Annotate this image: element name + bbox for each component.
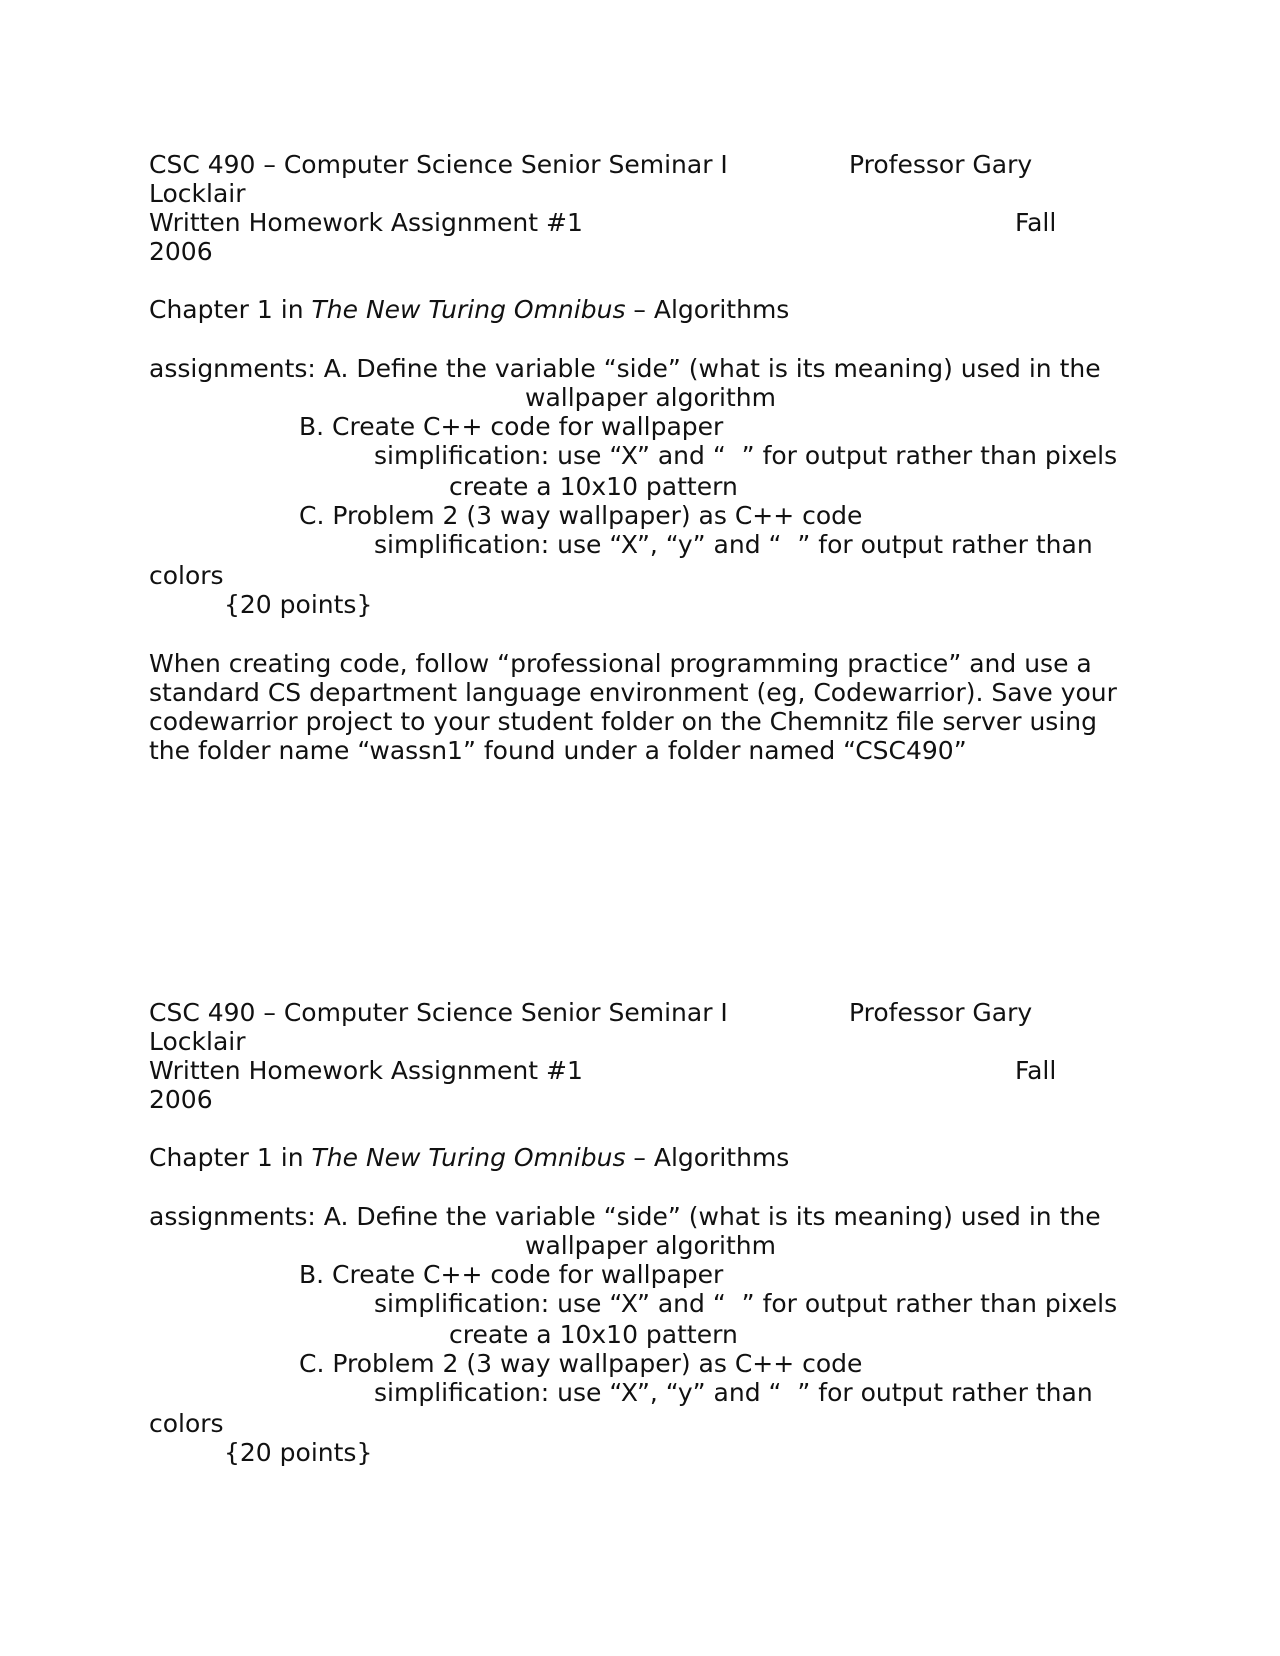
assignment-a-line1: assignments: A. Define the variable “side” (what is its meaning) used in the: [149, 354, 1101, 383]
assignment-a-line1: assignments: A. Define the variable “side” (what is its meaning) used in the: [149, 1202, 1101, 1231]
assignment-title: Written Homework Assignment #1: [149, 208, 583, 237]
chapter-prefix: Chapter 1 in: [149, 1143, 312, 1172]
instructions-line2: standard CS department language environment (eg, Codewarrior). Save your: [149, 678, 1117, 707]
points-label: {20 points}: [224, 1438, 373, 1467]
professor-name-cont: Locklair: [149, 179, 246, 208]
professor-name: Professor Gary: [849, 150, 1033, 179]
assignment-c-line3: colors: [149, 1409, 224, 1438]
term-label: Fall: [1015, 1056, 1057, 1085]
professor-name-cont: Locklair: [149, 1027, 246, 1056]
course-title: CSC 490 – Computer Science Senior Seminar I: [149, 150, 728, 179]
term-year: 2006: [149, 1085, 213, 1114]
assignment-b-line2: simplification: use “X” and “ ” for output rather than pixels: [374, 1289, 1118, 1318]
course-title: CSC 490 – Computer Science Senior Seminar I: [149, 998, 728, 1027]
assignment-a-line2: wallpaper algorithm: [525, 1231, 776, 1260]
chapter-prefix: Chapter 1 in: [149, 295, 312, 324]
assignment-c-line2: simplification: use “X”, “y” and “ ” for output rather than: [374, 1378, 1093, 1407]
instructions-line4: the folder name “wassn1” found under a folder named “CSC490”: [149, 736, 967, 765]
assignment-c-line1: C. Problem 2 (3 way wallpaper) as C++ code: [299, 501, 863, 530]
assignment-title: Written Homework Assignment #1: [149, 1056, 583, 1085]
assignment-b-line3: create a 10x10 pattern: [449, 472, 738, 501]
assignment-c-line3: colors: [149, 561, 224, 590]
instructions-line3: codewarrior project to your student folder on the Chemnitz file server using: [149, 707, 1097, 736]
assignment-b-line1: B. Create C++ code for wallpaper: [299, 412, 724, 441]
assignment-b-line2: simplification: use “X” and “ ” for output rather than pixels: [374, 441, 1118, 470]
assignment-c-line1: C. Problem 2 (3 way wallpaper) as C++ code: [299, 1349, 863, 1378]
term-year: 2006: [149, 237, 213, 266]
term-label: Fall: [1015, 208, 1057, 237]
chapter-line: [149, 1143, 789, 1172]
book-title: The New Turing Omnibus: [311, 1143, 626, 1172]
assignment-c-line2: simplification: use “X”, “y” and “ ” for output rather than: [374, 530, 1093, 559]
assignment-b-line3: create a 10x10 pattern: [449, 1320, 738, 1349]
chapter-suffix: – Algorithms: [625, 1143, 790, 1172]
chapter-suffix: – Algorithms: [625, 295, 790, 324]
book-title: The New Turing Omnibus: [311, 295, 626, 324]
chapter-line: [149, 295, 789, 324]
points-label: {20 points}: [224, 590, 373, 619]
professor-name: Professor Gary: [849, 998, 1033, 1027]
instructions-line1: When creating code, follow “professional programming practice” and use a: [149, 649, 1092, 678]
assignment-b-line1: B. Create C++ code for wallpaper: [299, 1260, 724, 1289]
assignment-a-line2: wallpaper algorithm: [525, 383, 776, 412]
